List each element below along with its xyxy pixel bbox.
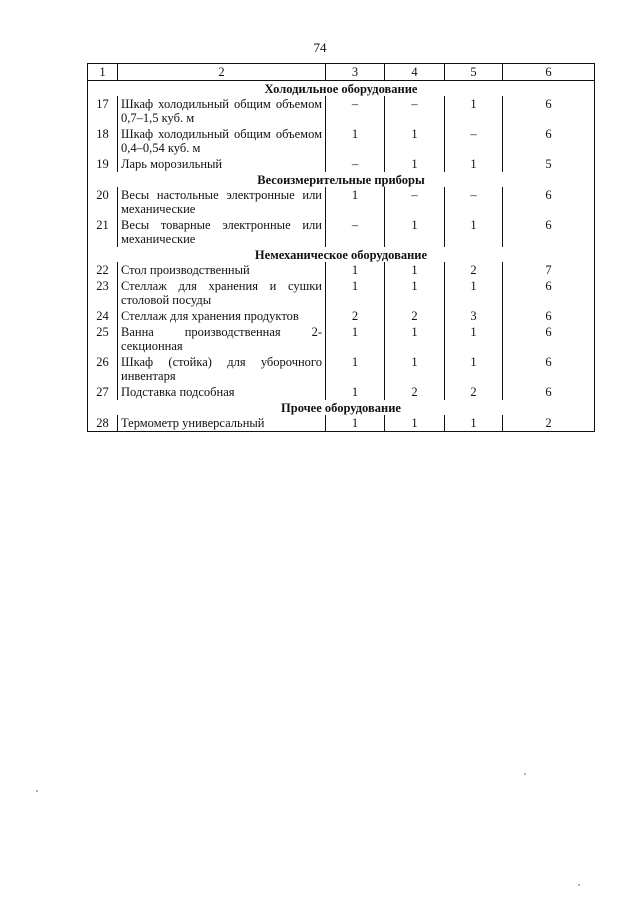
row-col-6: 2	[503, 415, 595, 432]
row-col-6: 6	[503, 96, 595, 126]
row-col-3: 1	[326, 126, 385, 156]
row-col-5: 1	[445, 354, 503, 384]
row-col-3: –	[326, 156, 385, 172]
row-col-6: 6	[503, 324, 595, 354]
row-col-3: 1	[326, 384, 385, 400]
section-title: Весоизмерительные приборы	[88, 172, 595, 187]
section-row	[88, 247, 595, 262]
row-col-3: 1	[326, 278, 385, 308]
row-col-5: 1	[445, 278, 503, 308]
section-title: Прочее оборудование	[88, 400, 595, 415]
row-col-4: 1	[385, 262, 445, 278]
table-row	[88, 187, 595, 217]
row-col-3: 1	[326, 262, 385, 278]
section-row	[88, 400, 595, 415]
row-col-3: 1	[326, 187, 385, 217]
row-name: Стеллаж для хранения продуктов	[118, 308, 326, 324]
row-col-6: 5	[503, 156, 595, 172]
table-row	[88, 354, 595, 384]
row-name: Весы товарные электронные или механические	[118, 217, 326, 247]
row-number: 28	[88, 415, 118, 432]
row-col-6: 6	[503, 217, 595, 247]
row-col-4: 1	[385, 217, 445, 247]
row-name: Стол производственный	[118, 262, 326, 278]
row-col-3: 1	[326, 415, 385, 432]
scan-speck	[578, 884, 580, 886]
row-col-4: 1	[385, 415, 445, 432]
table-row	[88, 384, 595, 400]
table-row	[88, 96, 595, 126]
table-row	[88, 278, 595, 308]
row-col-3: 1	[326, 354, 385, 384]
row-col-5: –	[445, 126, 503, 156]
row-number: 18	[88, 126, 118, 156]
table-row	[88, 324, 595, 354]
header-col-4: 4	[385, 64, 445, 81]
table-row	[88, 156, 595, 172]
row-number: 17	[88, 96, 118, 126]
row-name: Стеллаж для хранения и сушки столовой посуды	[118, 278, 326, 308]
row-number: 27	[88, 384, 118, 400]
row-col-3: 1	[326, 324, 385, 354]
table-row	[88, 415, 595, 432]
row-col-4: 1	[385, 278, 445, 308]
row-name: Подставка подсобная	[118, 384, 326, 400]
row-col-5: 2	[445, 262, 503, 278]
row-col-5: 3	[445, 308, 503, 324]
row-col-4: 1	[385, 324, 445, 354]
table-row	[88, 262, 595, 278]
row-number: 21	[88, 217, 118, 247]
row-col-6: 7	[503, 262, 595, 278]
row-col-5: 1	[445, 96, 503, 126]
row-number: 20	[88, 187, 118, 217]
row-col-5: 1	[445, 156, 503, 172]
table-row	[88, 217, 595, 247]
row-col-5: 1	[445, 415, 503, 432]
header-col-5: 5	[445, 64, 503, 81]
row-number: 25	[88, 324, 118, 354]
row-number: 23	[88, 278, 118, 308]
row-col-6: 6	[503, 384, 595, 400]
row-name: Весы настольные электронные или механические	[118, 187, 326, 217]
header-row	[88, 64, 595, 81]
section-title: Немеханическое оборудование	[88, 247, 595, 262]
row-number: 26	[88, 354, 118, 384]
page-number: 74	[313, 40, 327, 55]
row-col-4: 1	[385, 126, 445, 156]
row-col-6: 6	[503, 278, 595, 308]
section-title: Холодильное оборудование	[88, 81, 595, 97]
row-name: Термометр универсальный	[118, 415, 326, 432]
row-col-4: –	[385, 187, 445, 217]
table-body	[88, 81, 595, 432]
row-col-3: 2	[326, 308, 385, 324]
row-name: Ларь морозильный	[118, 156, 326, 172]
table-row	[88, 308, 595, 324]
header-col-2: 2	[118, 64, 326, 81]
scan-speck	[36, 790, 38, 792]
row-col-4: 1	[385, 156, 445, 172]
row-number: 19	[88, 156, 118, 172]
row-name: Шкаф холодильный общим объемом 0,4–0,54 куб. м	[118, 126, 326, 156]
row-col-5: –	[445, 187, 503, 217]
equipment-table	[87, 63, 595, 432]
row-col-5: 1	[445, 217, 503, 247]
row-name: Шкаф холодильный общим объемом 0,7–1,5 куб. м	[118, 96, 326, 126]
row-col-5: 1	[445, 324, 503, 354]
row-col-5: 2	[445, 384, 503, 400]
section-row	[88, 81, 595, 97]
table-header	[88, 64, 595, 81]
row-col-6: 6	[503, 308, 595, 324]
row-number: 24	[88, 308, 118, 324]
header-col-1: 1	[88, 64, 118, 81]
row-col-6: 6	[503, 187, 595, 217]
row-col-4: 2	[385, 308, 445, 324]
row-col-4: 1	[385, 354, 445, 384]
header-col-3: 3	[326, 64, 385, 81]
row-name: Шкаф (стойка) для уборочного инвентаря	[118, 354, 326, 384]
scan-speck	[524, 773, 526, 775]
row-name: Ванна производственная 2-секционная	[118, 324, 326, 354]
row-col-6: 6	[503, 126, 595, 156]
table-row	[88, 126, 595, 156]
section-row	[88, 172, 595, 187]
row-col-4: 2	[385, 384, 445, 400]
row-col-6: 6	[503, 354, 595, 384]
row-number: 22	[88, 262, 118, 278]
header-col-6: 6	[503, 64, 595, 81]
row-col-3: –	[326, 96, 385, 126]
row-col-3: –	[326, 217, 385, 247]
row-col-4: –	[385, 96, 445, 126]
